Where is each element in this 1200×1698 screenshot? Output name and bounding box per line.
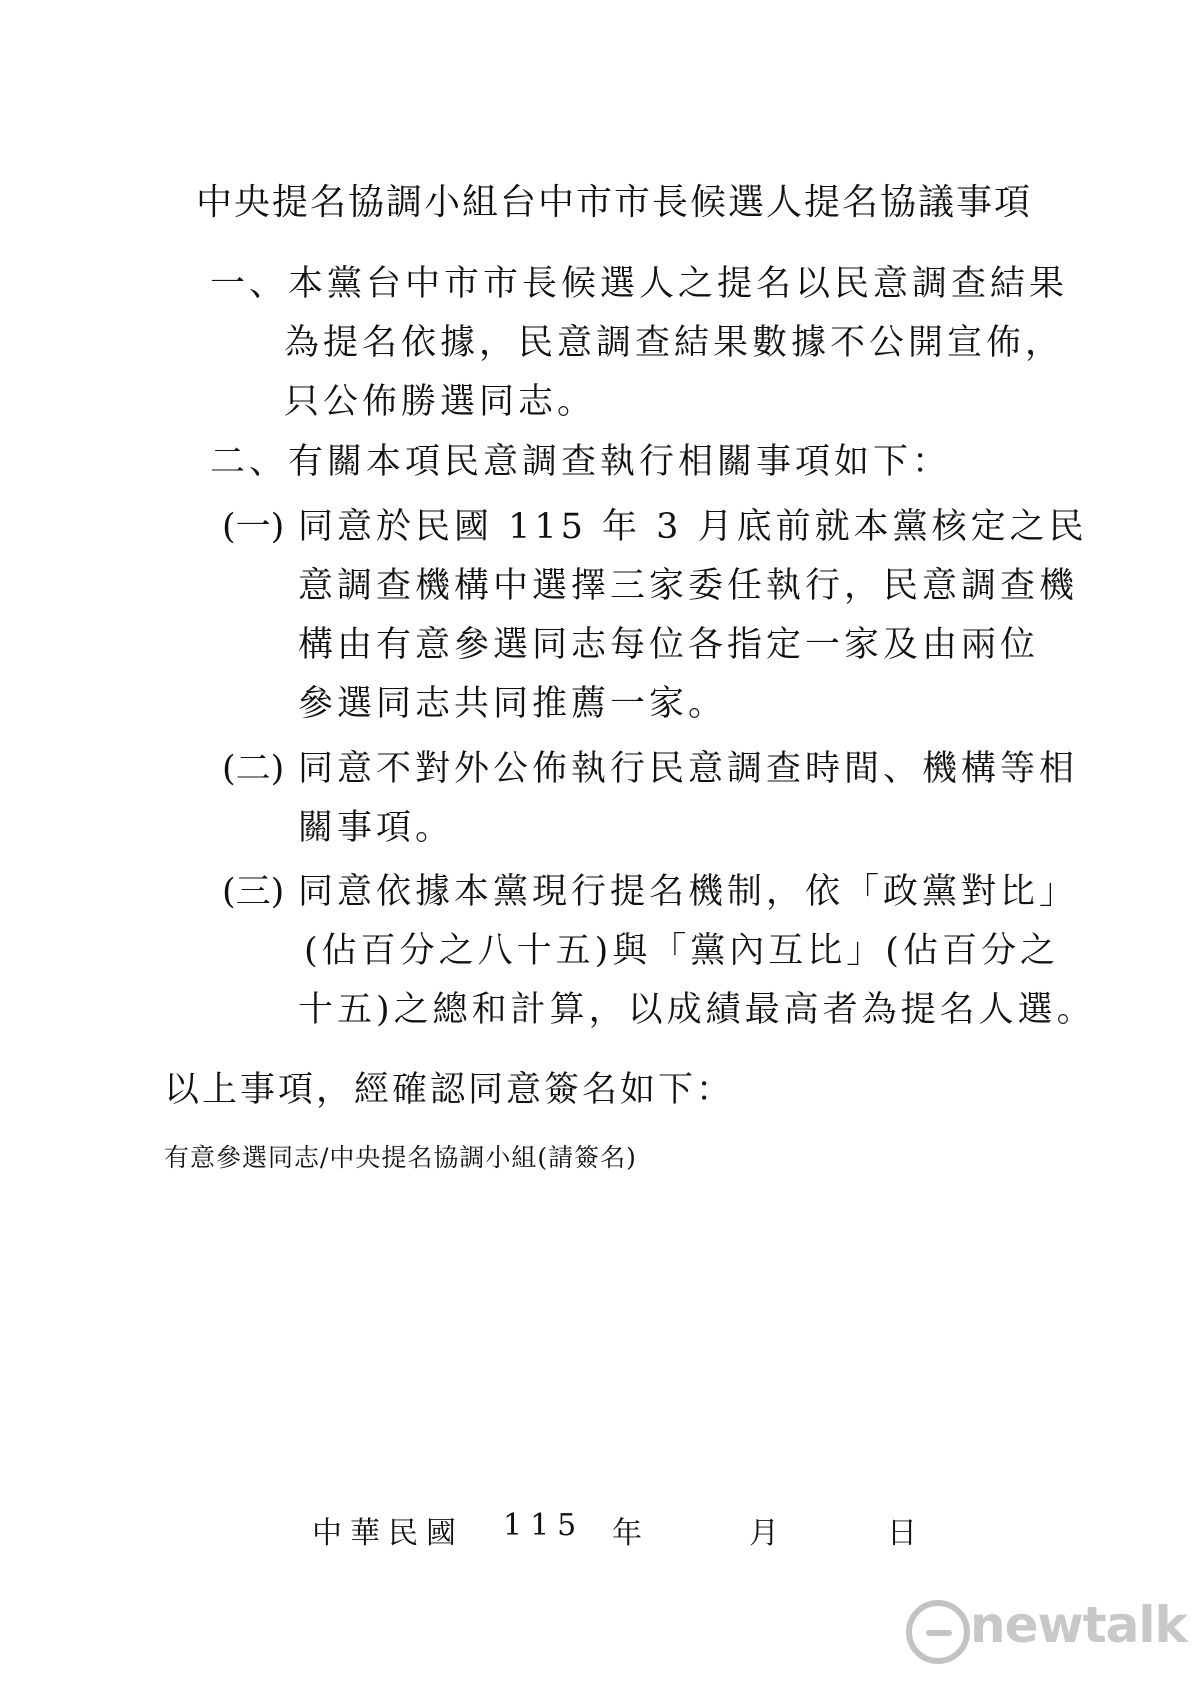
item-line: 意調查機構中選擇三家委任執行，民意調查機 [298,566,1079,606]
item-line: 參選同志共同推薦一家。 [298,684,728,724]
watermark-brand: newtalk [970,1596,1187,1654]
date-day-unit: 日 [887,1516,917,1551]
item-marker: (一) [222,507,285,547]
date-month-unit: 月 [749,1516,779,1551]
item-line: 同意不對外公佈執行民意調查時間、機構等相 [298,749,1079,789]
date-year-unit: 年 [612,1516,642,1551]
item-line: 同意於民國 115 年 3 月底前就本黨核定之民 [298,507,1088,547]
date-year: 115 [503,1508,585,1543]
signature-label: 有意參選同志/中央提名協調小組(請簽名) [164,1143,637,1172]
document-title: 中央提名協調小組台中市市長候選人提名協議事項 [196,182,1033,223]
newtalk-watermark [906,1596,1187,1674]
item-line: (佔百分之八十五)與「黨內互比」(佔百分之 [304,931,1059,971]
confirmation-statement: 以上事項，經確認同意簽名如下： [164,1070,735,1110]
item-line: 構由有意參選同志每位各指定一家及由兩位 [298,625,1040,665]
date-era: 中華民國 [312,1516,464,1551]
item-line: 同意依據本黨現行提名機制，依「政黨對比」 [298,872,1079,912]
item-line: 十五)之總和計算，以成績最高者為提名人選。 [298,990,1096,1030]
item-marker: (三) [222,872,285,912]
section1-line: 一、本黨台中市市長候選人之提名以民意調查結果 [210,264,1069,304]
item-line: 關事項。 [298,808,455,848]
section2-heading: 二、有關本項民意調查執行相關事項如下： [210,442,952,482]
section1-line: 只公佈勝選同志。 [284,382,597,422]
newtalk-logo-icon [906,1600,970,1664]
section1-line: 為提名依據，民意調查結果數據不公開宣佈， [284,323,1065,363]
item-marker: (二) [222,749,285,789]
